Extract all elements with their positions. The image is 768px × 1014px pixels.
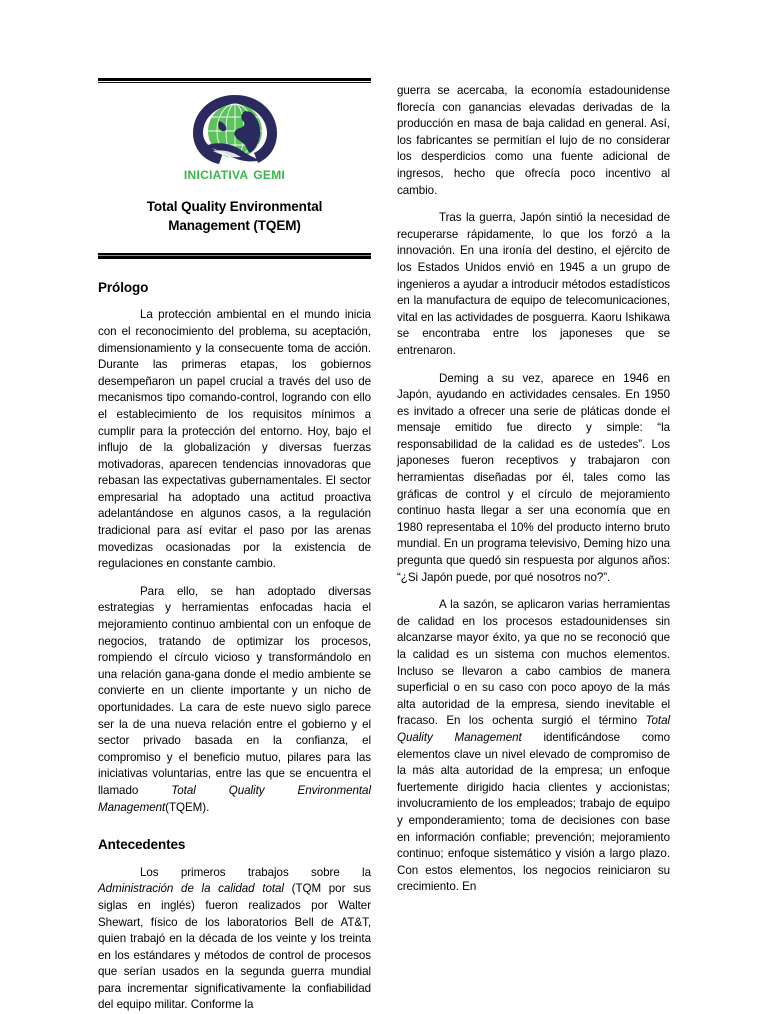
page-title: [98, 197, 371, 235]
logo-block: [98, 83, 371, 183]
paragraph-antecedentes-1-italic: Administración de la calidad total: [98, 882, 284, 896]
paragraph-antecedentes-1-text-a: Los primeros trabajos sobre la: [140, 865, 371, 879]
paragraph-right-4: [397, 597, 670, 896]
paragraph-right-4-italic: Total Quality Management: [397, 714, 670, 744]
paragraph-antecedentes-1: [98, 865, 371, 1014]
paragraph-prologo-2-italic: Total Quality Environmental Management: [98, 783, 371, 814]
paragraph-right-4-text-a: A la sazón, se aplicaron varias herramientas de calidad en los procesos estadounidenses sin alcanzarse mayor éxito, ya que no se reconoció que la calidad es un sistema con muchos elementos. Incluso se llevaron a cabo cambios de manera superficial o en su caso con poco apoyo de la más alta autoridad de la empresa, siendo inevitable el fracaso. En los ochenta surgió el término: [397, 598, 670, 728]
paragraph-prologo-1: La protección ambiental en el mundo inicia con el reconocimiento del problema, su aceptación, dimensionamiento y la consecuente toma de acción. Durante las primeras etapas, los gobiernos desempeñaron un papel crucial a través del uso de mecanismos tipo comando-control, logrando con ello el establecimiento de los requisitos mínimos a cumplir para la protección del entorno. Hoy, bajo el influjo de la globalización y diversas fuerzas motivadoras, aparecen tendencias innovadoras que rebasan las expectativas gubernamentales. El sector empresarial ha adoptado una actitud proactiva adelantándose en algunos casos, a la regulación tradicional para así evitar el paso por las arenas movedizas ocasionadas por la existencia de regulaciones en constante cambio.: [98, 308, 371, 571]
paragraph-right-2: Tras la guerra, Japón sintió la necesidad de recuperarse rápidamente, lo que los forzó a la innovación. En una ironía del destino, el ejército de los Estados Unidos envió en 1945 a un grupo de ingenieros a ayudar a introducir métodos estadísticos en la manufactura de equipo de telecomunicaciones, vital en las actividades de posguerra. Kaoru Ishikawa se encontraba entre los japoneses que se entrenaron.: [397, 211, 670, 357]
paragraph-antecedentes-1-text-b: (TQM por sus siglas en inglés) fueron realizados por Walter Shewart, físico de los laboratorios Bell de AT&T, quien trabajó en la década de los veinte y los treinta en los estándares y métodos de control de procesos que serían usados en la segunda guerra mundial para incrementar significativamente la confiabilidad del equipo militar. Conforme la: [98, 882, 371, 1012]
paragraph-prologo-2-text-b: (TQEM).: [165, 800, 210, 814]
left-column: [98, 78, 371, 1012]
heading-antecedentes: Antecedentes: [98, 837, 186, 853]
right-column: [397, 78, 670, 948]
paragraph-right-1: guerra se acercaba, la economía estadounidense florecía con ganancias elevadas derivadas de la producción en masa de baja calidad en general. Así, los fabricantes se permitían el lujo de no considerar los desperdicios como una fuente adicional de ingresos, hecho que ofrecía poco incentivo al cambio.: [397, 84, 670, 197]
page-title-line1: Total Quality Environmental: [146, 198, 323, 214]
paragraph-right-3: Deming a su vez, aparece en 1946 en Japón, ayudando en actividades censales. En 1950 es invitado a ofrecer una serie de pláticas donde el mensaje emitido fue directo y simple: “la responsabilidad de la calidad es de ustedes”. Los japoneses fueron receptivos y trabajaron con herramientas diseñadas por él, tales como las gráficas de control y el círculo de mejoramiento continuo hasta llegar a ser una economía que en 1980 representaba el 10% del producto interno bruto mundial. En un programa televisivo, Deming hizo una pregunta que quedó sin respuesta por algunos años: “¿Si Japón puede, por qué nosotros no?”.: [397, 371, 670, 584]
heading-prologo: Prólogo: [98, 279, 149, 295]
logo-wordmark: iniciativa gemi: [183, 165, 286, 183]
masthead-bottom-rule: [98, 253, 371, 259]
paragraph-prologo-2-text-a: Para ello, se han adoptado diversas estrategias y herramientas enfocadas hacia el mejoramiento continuo ambiental con un enfoque de negocios, tratando de optimizar los procesos, rompiendo el círculo vicioso y transformándolo en una relación gana-gana donde el medio ambiente se convierte en un cliente importante y un nicho de oportunidades. La cara de este nuevo siglo parece ser la de una nueva relación entre el gobierno y el sector privado basada en la confianza, el compromiso y el beneficio mutuo, pilares para las iniciativas voluntarias, entre las que se encuentra el llamado: [98, 584, 371, 797]
two-column-layout: [98, 78, 670, 1012]
paragraph-prologo-2: [98, 584, 371, 816]
page-title-line2: Management (TQEM): [168, 217, 301, 233]
paragraph-right-4-text-b: identificándose como elementos clave un nivel elevado de compromiso de la más alta autoridad de la empresa; un enfoque fuertemente dirigido hacia clientes y accionistas; involucramiento de los empleados; trabajo de equipo y emponderamiento; toma de decisiones con base en información confiable; prevención; mejoramiento continuo; enfoque sistemático y visión a largo plazo. Con estos elementos, los negocios reiniciaron su crecimiento. En: [397, 730, 670, 894]
globe-logo-icon: [183, 91, 287, 169]
